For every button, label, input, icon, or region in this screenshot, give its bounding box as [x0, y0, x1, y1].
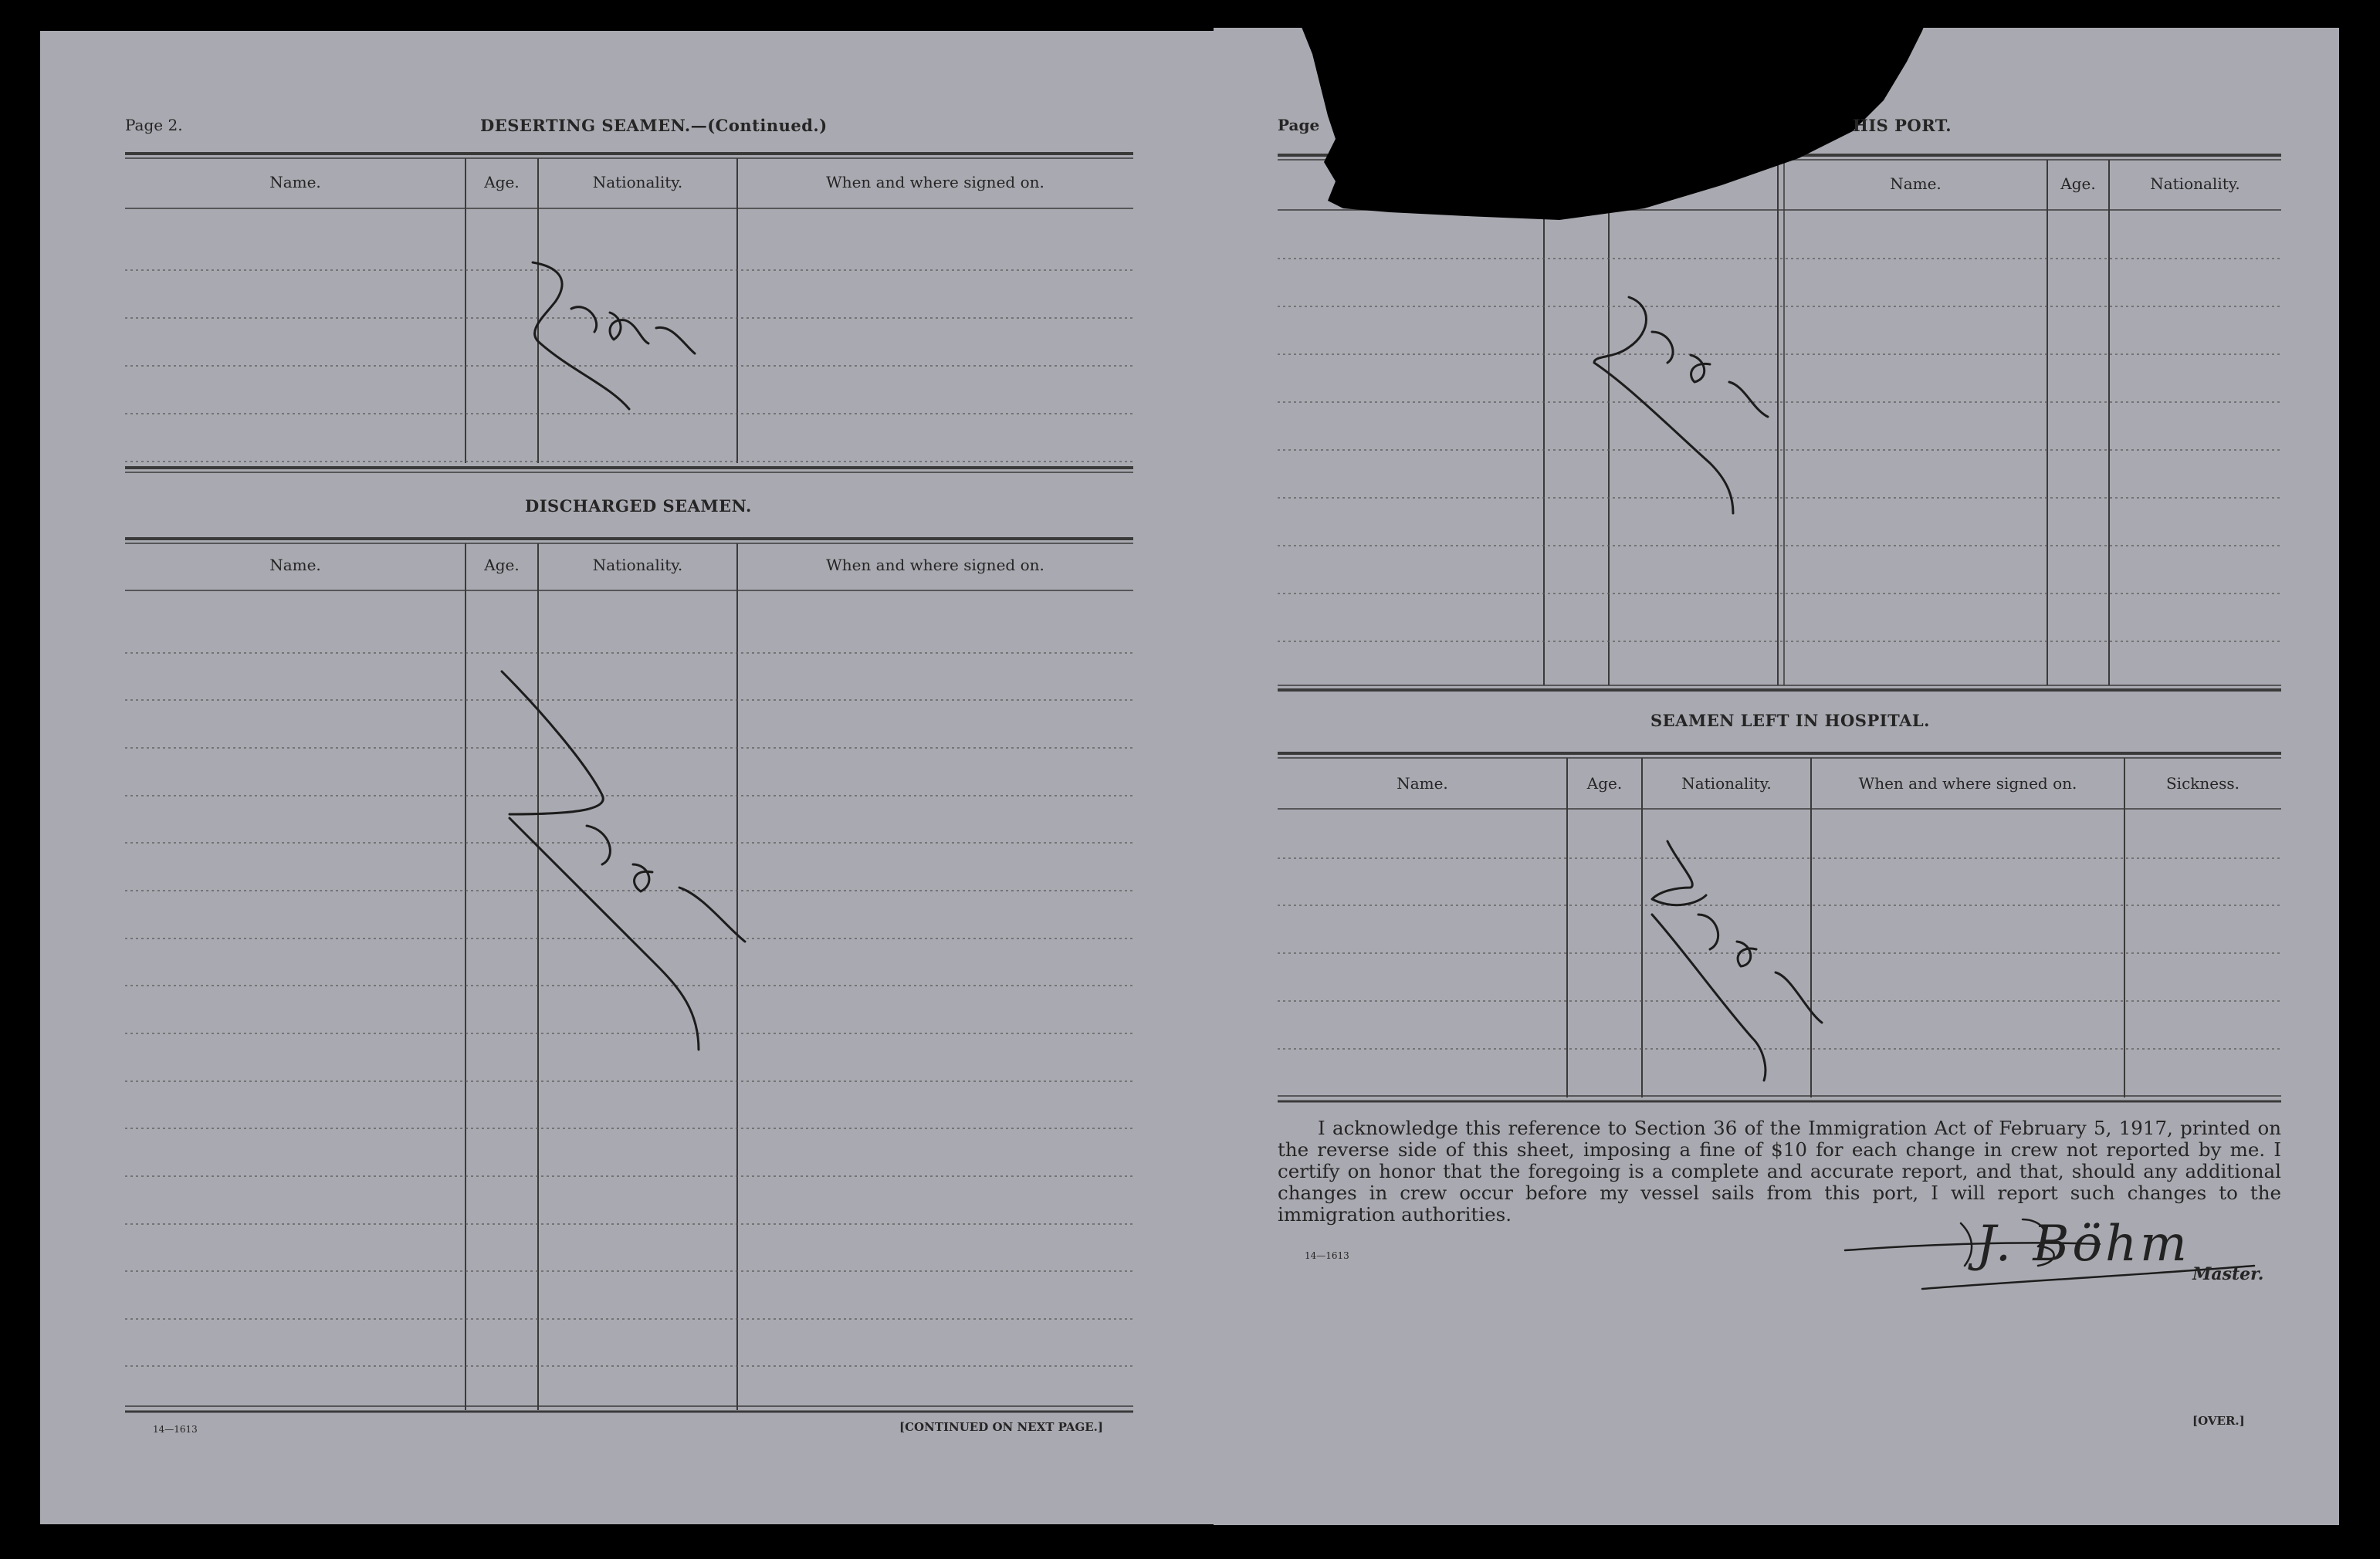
acknowledgment-paragraph: I acknowledge this reference to Section 36 of the Immigration Act of February 5, 1917, printed on the reverse side of this sheet, imposing a fine of $10 for each change in crew not reported by me. I certify on honor that the foregoing is a complete and accurate report, and that, should any additional changes in crew occur before my vessel sails from this port, I will report such changes to the immigration authorities.: [1278, 1117, 2281, 1226]
col-nationality: Nationality.: [1681, 774, 1772, 793]
col-signed-on: When and where signed on.: [826, 173, 1044, 191]
discharged-title: DISCHARGED SEAMEN.: [525, 496, 752, 516]
page-label: Page 2.: [125, 116, 183, 134]
continued-note: [CONTINUED ON NEXT PAGE.]: [899, 1420, 1104, 1434]
col-signed-on: When and where signed on.: [826, 556, 1044, 574]
form-number: 14—1613: [153, 1424, 198, 1435]
master-label: Master.: [2192, 1264, 2264, 1284]
deserting-title: DESERTING SEAMEN.—(Continued.): [480, 116, 828, 135]
col-sickness: Sickness.: [2165, 774, 2240, 793]
col-nationality: Nationality.: [592, 556, 683, 574]
page-label-fragment: Page: [1278, 116, 1320, 134]
col-name: Name.: [269, 173, 321, 191]
col-name: Name.: [269, 556, 321, 574]
col-name: Name.: [1397, 774, 1448, 793]
master-signature: J. Böhm: [1976, 1216, 2190, 1273]
col-name: Name.: [1890, 174, 1942, 193]
col-nationality: Nationality.: [2150, 174, 2240, 193]
over-note: [OVER.]: [2192, 1414, 2245, 1428]
form-number: 14—1613: [1305, 1250, 1349, 1261]
port-title-fragment: HIS PORT.: [1853, 116, 1952, 135]
col-signed-on: When and where signed on.: [1858, 774, 2077, 793]
col-age: Age.: [484, 556, 520, 574]
hospital-title: SEAMEN LEFT IN HOSPITAL.: [1650, 711, 1930, 730]
col-nationality: Nationality.: [592, 173, 683, 191]
col-age: Age.: [1586, 774, 1623, 793]
col-age: Age.: [484, 173, 520, 191]
col-age: Age.: [2060, 174, 2096, 193]
